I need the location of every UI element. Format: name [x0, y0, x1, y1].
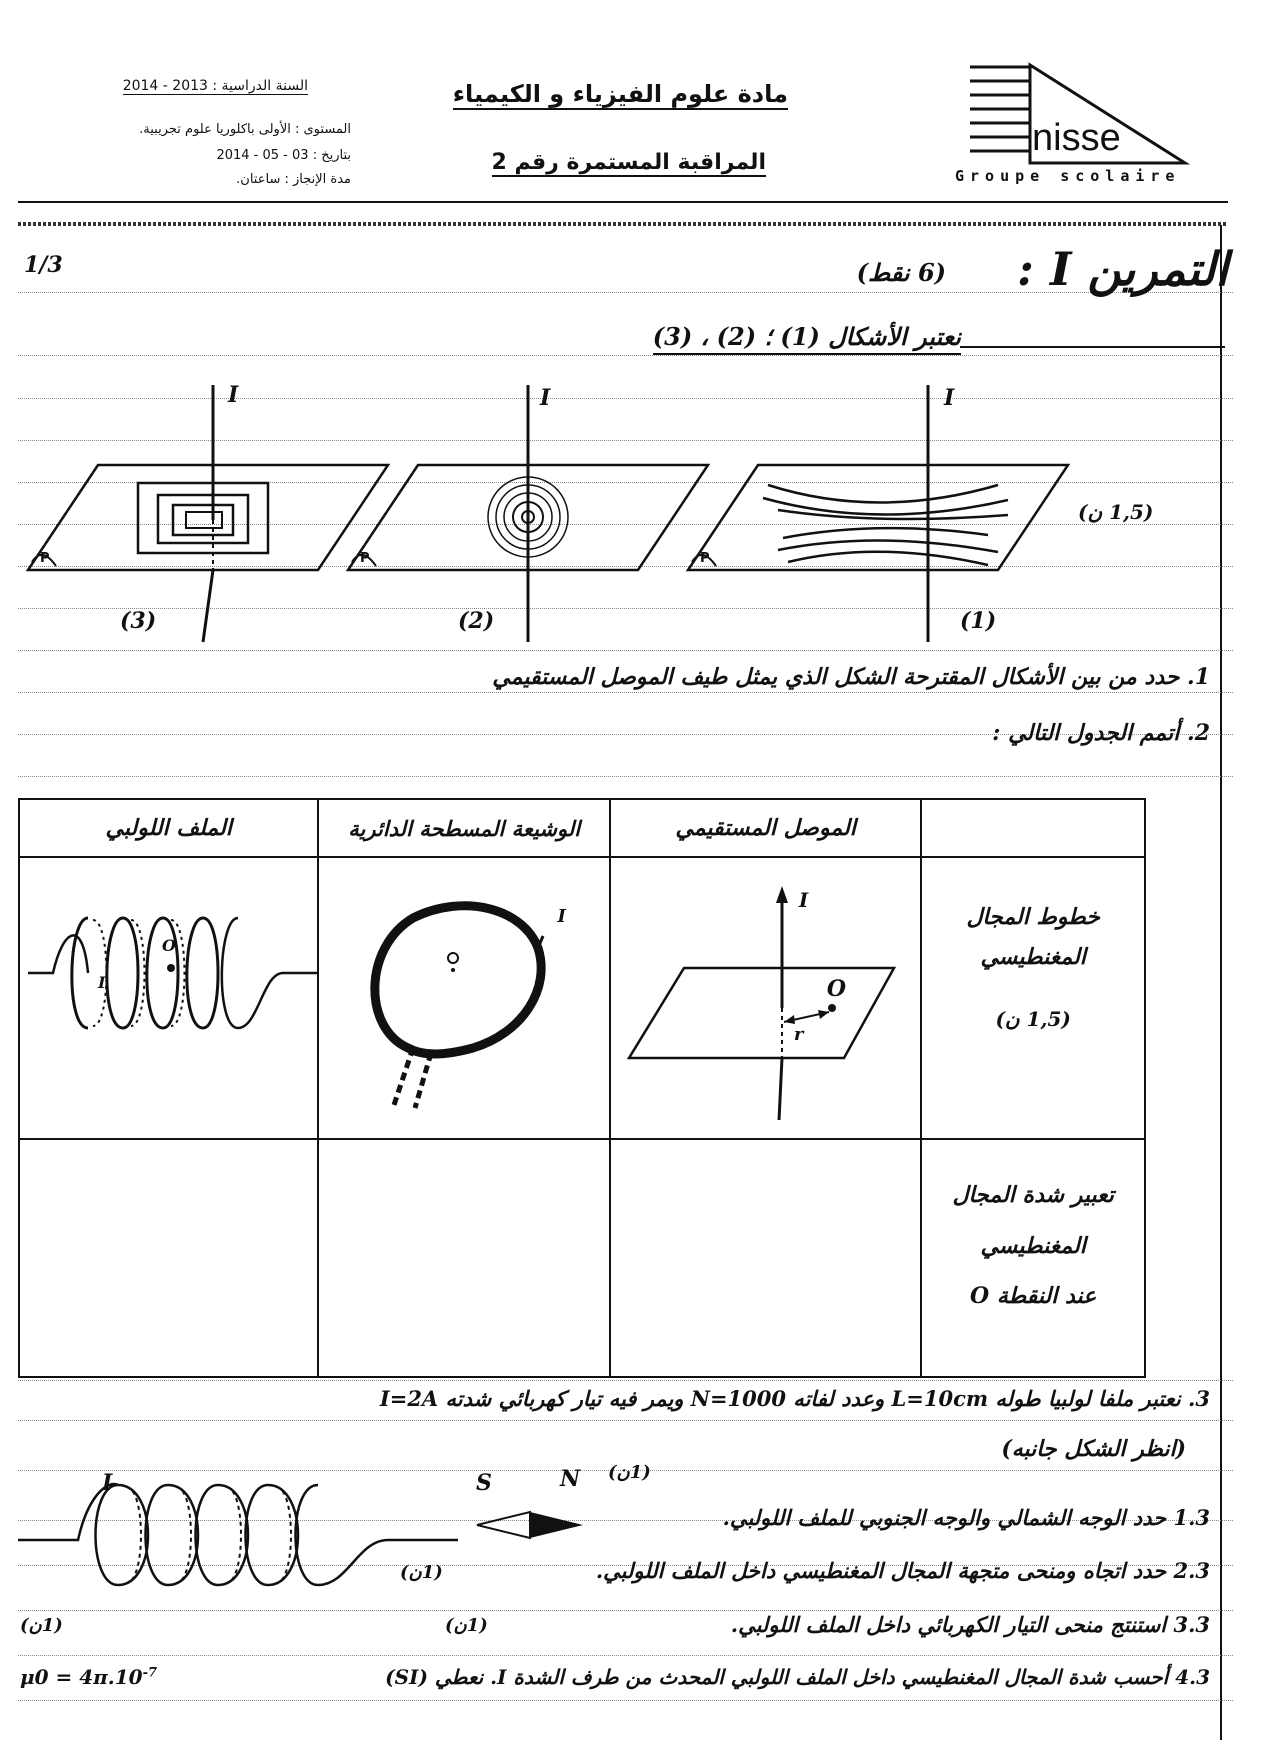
solenoid-current-label: I	[98, 973, 106, 992]
col-header-straight-wire: الموصل المستقيمي	[610, 799, 921, 857]
figures-points: (1,5 ن)	[1078, 500, 1154, 524]
exercise-points: (6 نقط)	[856, 258, 946, 287]
logo-subtitle: Groupe scolaire	[955, 167, 1181, 185]
compass-north: N	[560, 1466, 581, 1492]
fig1-current-label: I	[944, 385, 955, 411]
question-3: 3. نعتبر ملفا لولبيا طوله L=10cm وعدد لفاته N=1000 ويمر فيه تيار كهربائي شدته I=2A	[379, 1386, 1210, 1411]
table-row-field-expression	[19, 1139, 1145, 1377]
question-3-see-figure: (انظر الشكل جانبه)	[1001, 1436, 1186, 1462]
fig3-plane-label: P	[40, 551, 50, 566]
exam-title: المراقبة المستمرة رقم 2	[491, 150, 766, 175]
solenoid-cell	[19, 857, 318, 1139]
wire-current-label: I	[798, 888, 809, 912]
fig3-number: (3)	[120, 608, 157, 634]
logo-text: nisse	[1032, 117, 1121, 159]
level-info: المستوى : الأولى باكلوريا علوم تجريبية.	[139, 122, 351, 137]
figure-2-circular-spectrum	[348, 385, 708, 642]
header-divider	[18, 201, 1228, 203]
field-spectra-figures	[18, 370, 1218, 670]
row2-label-line-2: المغنطيسي	[980, 1232, 1086, 1259]
figure-3-rectangular-spectrum	[28, 385, 388, 642]
flat-coil-expression-cell	[318, 1139, 609, 1377]
school-logo	[950, 55, 1200, 185]
solenoid-drawing	[23, 858, 317, 1134]
right-margin-line	[1220, 225, 1222, 1740]
mu0-base: μ0 = 4π.10	[20, 1665, 143, 1689]
solenoid-expression-cell	[19, 1139, 318, 1377]
exam-date: بتاريخ : 03 - 05 - 2014	[216, 148, 351, 163]
fig1-number: (1)	[960, 608, 997, 634]
table-header-row	[19, 799, 1145, 857]
row2-label-line-1: تعبير شدة المجال	[952, 1182, 1114, 1208]
mu0-exponent: -7	[142, 1665, 158, 1681]
row1-label: خطوط المجال المغنطيسي	[966, 904, 1100, 970]
solenoid-point-o: O	[162, 936, 176, 955]
figure-1-solenoid-like-spectrum	[688, 385, 1068, 642]
question-3-3: 3.3 استنتج منحى التيار الكهربائي داخل الملف اللولبي.	[730, 1612, 1210, 1637]
question-3-2: 2.3 حدد اتجاه ومنحى متجهة المجال المغنطيسي داخل الملف اللولبي.	[595, 1558, 1210, 1583]
subject-title: مادة علوم الفيزياء و الكيمياء	[452, 80, 788, 108]
row2-label-line-3: عند النقطة O	[970, 1283, 1097, 1310]
page-number: 1/3	[24, 252, 63, 278]
straight-wire-cell	[610, 857, 921, 1139]
fig1-plane-label: P	[700, 551, 710, 566]
straight-wire-drawing	[614, 858, 920, 1134]
compass-south: S	[476, 1470, 492, 1496]
exercise-title: التمرين I :	[1016, 242, 1228, 296]
question-2: 2. أتمم الجدول التالي :	[992, 720, 1210, 746]
flat-coil-current-label: I	[557, 906, 566, 927]
q33-points-left: (1ن)	[20, 1615, 63, 1636]
exercise-intro: نعتبر الأشكال (1) ؛ (2) ، (3)	[653, 322, 961, 355]
header-divider-2	[18, 222, 1228, 226]
fig2-current-label: I	[540, 385, 551, 411]
flat-coil-drawing	[323, 858, 609, 1134]
question-1: 1. حدد من بين الأشكال المقترحة الشكل الذي يمثل طيف الموصل المستقيمي	[492, 664, 1210, 690]
row1-points: (1,5 ن)	[995, 1007, 1071, 1032]
row2-label-cell	[921, 1139, 1145, 1377]
q3-solenoid-current-label: I	[102, 1470, 113, 1496]
table-row-field-lines	[19, 857, 1145, 1139]
school-year: السنة الدراسية : 2013 - 2014	[122, 78, 308, 94]
wire-point-o: O	[826, 976, 847, 1002]
fig3-current-label: I	[228, 382, 239, 408]
table-corner-cell	[921, 799, 1145, 857]
intro-underline-ext	[960, 346, 1225, 348]
question-3-4: 4.3 أحسب شدة المجال المغنطيسي داخل الملف اللولبي المحدث من طرف الشدة I. نعطي (SI)	[385, 1665, 1210, 1689]
fig2-plane-label: P	[360, 551, 370, 566]
row1-label-cell	[921, 857, 1145, 1139]
field-table	[18, 798, 1146, 1378]
mu0-value	[20, 1665, 157, 1689]
straight-wire-expression-cell	[610, 1139, 921, 1377]
q31-points: (1ن)	[608, 1462, 651, 1483]
compass-needle	[475, 1510, 585, 1540]
wire-distance-r: r	[793, 1024, 804, 1045]
exam-duration: مدة الإنجاز : ساعتان.	[236, 172, 351, 187]
col-header-solenoid: الملف اللولبي	[19, 799, 318, 857]
col-header-flat-coil: الوشيعة المسطحة الدائرية	[318, 799, 609, 857]
question-3-1: 1.3 حدد الوجه الشمالي والوجه الجنوبي للملف اللولبي.	[722, 1505, 1210, 1530]
q32-points: (1ن)	[400, 1562, 443, 1583]
flat-coil-cell	[318, 857, 609, 1139]
q33-points: (1ن)	[445, 1615, 488, 1636]
fig2-number: (2)	[458, 608, 495, 634]
